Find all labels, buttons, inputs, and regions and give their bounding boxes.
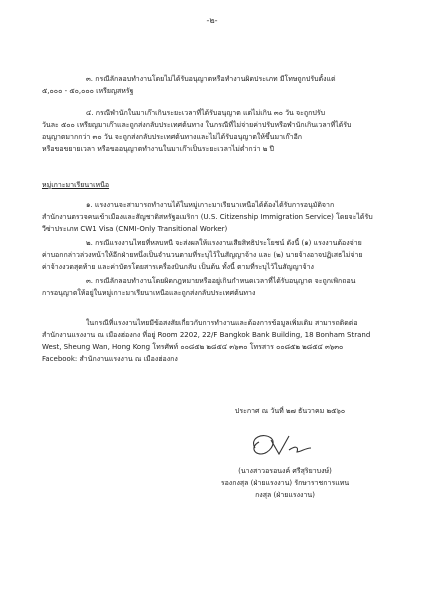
announcement-date: ประกาศ ณ วันที่ ๒๗ ธันวาคม ๒๕๖๐ bbox=[234, 407, 346, 415]
signer-title: รองกงสุล (ฝ่ายแรงงาน) รักษาราชการแทน bbox=[220, 479, 350, 487]
page-number: -๒- bbox=[206, 16, 218, 25]
paragraph-line: วันละ ๕๐๐ เหรียญมาเก๊าและถูกส่งกลับประเทศต้นทาง ในกรณีที่ไม่จ่ายค่าปรับหรือพำนักเกินเวลาที่ได้รับ bbox=[42, 121, 352, 129]
paragraph-line: Facebook: สำนักงานแรงงาน ณ เมืองฮ่องกง bbox=[42, 355, 178, 363]
paragraph-line: ค่าจ้างงวดสุดท้าย และค่าบัตรโดยสารเครื่องบินกลับ เป็นต้น ทั้งนี้ ตามที่ระบุไว้ในสัญญาจ้าง bbox=[42, 263, 314, 271]
section-heading: หมู่เกาะมาเรียนาเหนือ bbox=[42, 181, 110, 189]
signer-title-2: กงสุล (ฝ่ายแรงงาน) bbox=[255, 491, 315, 499]
paragraph-line: ๓. กรณีลักลอบทำงานโดยผิดกฎหมายหรืออยู่เกินกำหนดเวลาที่ได้รับอนุญาต จะถูกเพิกถอน bbox=[86, 277, 356, 285]
paragraph-line: ๔. กรณีพำนักในมาเก๊าเกินระยะเวลาที่ได้รับอนุญาต แต่ไม่เกิน ๓๐ วัน จะถูกปรับ bbox=[86, 109, 326, 117]
paragraph-line: หรือขอขยายเวลา หรือขออนุญาตทำงานในมาเก๊าเป็นระยะเวลาไม่ต่ำกว่า ๒ ปี bbox=[42, 145, 275, 153]
signature-image bbox=[245, 428, 325, 462]
paragraph-line: อนุญาตมากกว่า ๓๐ วัน จะถูกส่งกลับประเทศต้นทางและไม่ได้รับอนุญาตให้ขึ้นมาเก๊าอีก bbox=[42, 133, 303, 141]
paragraph-line: สำนักงานตรวจคนเข้าเมืองและสัญชาติสหรัฐอเมริกา (U.S. Citizenship Immigration Service) โดยจะได้รับ bbox=[42, 213, 373, 221]
signer-name: (นางสาวอรอนงค์ ศรีสุริยาบงษ์) bbox=[238, 467, 332, 475]
paragraph-line: การอนุญาตให้อยู่ในหมู่เกาะมาเรียนาเหนือและถูกส่งกลับประเทศต้นทาง bbox=[42, 289, 256, 297]
paragraph-line: ในกรณีที่แรงงานไทยมีข้อสงสัยเกี่ยวกับการทำงานและต้องการข้อมูลเพิ่มเติม สามารถติดต่อ bbox=[86, 319, 358, 327]
paragraph-line: ๒. กรณีแรงงานไทยที่หลบหนี จะส่งผลให้แรงงานเสียสิทธิประโยชน์ ดังนี้ (๑) แรงงานต้องจ่าย bbox=[86, 239, 362, 247]
paragraph-line: ค่าบอกกล่าวล่วงหน้าให้อีกฝ่ายหนึ่งเป็นจำนวนตามที่ระบุไว้ในสัญญาจ้าง และ (๒) นายจ้างอาจปฏิเสธไม่จ่าย bbox=[42, 251, 363, 259]
paragraph-line: วีซ่าประเภท CW1 Visa (CNMI-Only Transitional Worker) bbox=[42, 225, 228, 233]
paragraph-line: สำนักงานแรงงาน ณ เมืองฮ่องกง ที่อยู่ Room 2202, 22/F Bangkok Bank Building, 18 Bonham Strand bbox=[42, 331, 371, 339]
paragraph-line: ๑. แรงงานจะสามารถทำงานได้ในหมู่เกาะมาเรียนาเหนือได้ต้องได้รับการอนุมัติจาก bbox=[86, 201, 335, 209]
paragraph-line: ๕,๐๐๐ - ๕๐,๐๐๐ เหรียญสหรัฐ bbox=[42, 87, 134, 95]
paragraph-line: West, Sheung Wan, Hong Kong โทรศัพท์ ๐๐๘๕๒ ๒๘๕๔ ๓๖๓๐ โทรสาร ๐๐๘๕๒ ๒๘๕๔ ๓๖๓๐ bbox=[42, 343, 344, 351]
paragraph-line: ๓. กรณีลักลอบทำงานโดยไม่ได้รับอนุญาตหรือทำงานผิดประเภท มีโทษถูกปรับตั้งแต่ bbox=[86, 75, 336, 83]
